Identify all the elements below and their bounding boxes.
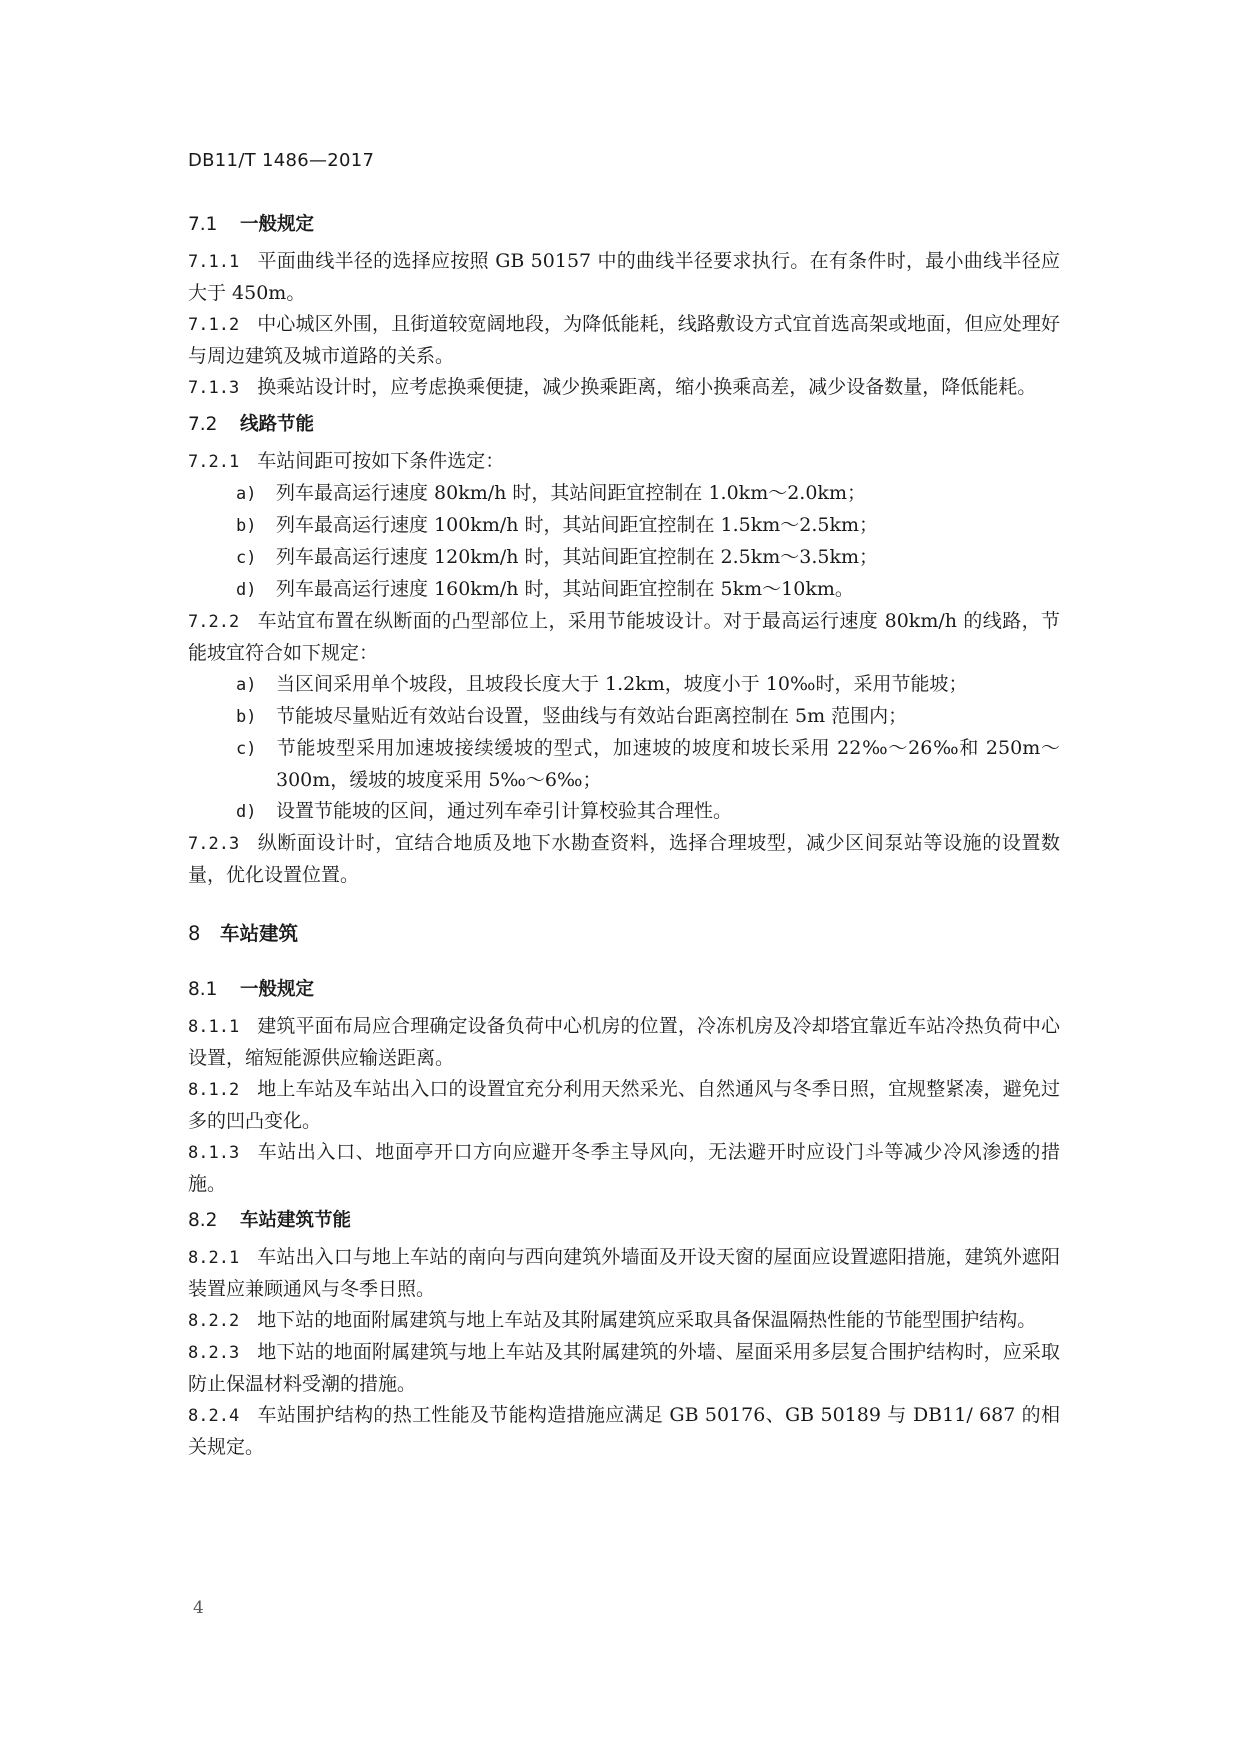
section-number: 8.1 xyxy=(188,979,218,1000)
list-item: c) 列车最高运行速度 120km/h 时，其站间距宜控制在 2.5km～3.5km； xyxy=(236,546,879,568)
section-title: 车站建筑节能 xyxy=(240,1210,352,1231)
clause-7-1-2: 7.1.2 中心城区外围，且街道较宽阔地段，为降低能耗，线路敷设方式宜首选高架或地面，但应处理好与周边建筑及城市道路的关系。 xyxy=(188,313,1060,367)
clause-7-1-3: 7.1.3 换乘站设计时，应考虑换乘便捷，减少换乘距离，缩小换乘高差，减少设备数量，降低能耗。 xyxy=(188,376,1037,398)
section-heading-7-2 xyxy=(188,410,1060,440)
list-item: b) 列车最高运行速度 100km/h 时，其站间距宜控制在 1.5km～2.5km； xyxy=(236,514,879,536)
list-item: d) 设置节能坡的区间，通过列车牵引计算校验其合理性。 xyxy=(236,800,733,822)
list-item: a) 列车最高运行速度 80km/h 时，其站间距宜控制在 1.0km～2.0km； xyxy=(236,482,866,504)
clause-8-1-2: 8.1.2 地上车站及车站出入口的设置宜充分利用天然采光、自然通风与冬季日照，宜规整紧凑，避免过多的凹凸变化。 xyxy=(188,1078,1060,1132)
section-number: 7.1 xyxy=(188,214,218,235)
section-title: 线路节能 xyxy=(240,414,315,435)
clause-7-2-1: 7.2.1 车站间距可按如下条件选定： xyxy=(188,450,505,472)
clause-8-1-1: 8.1.1 建筑平面布局应合理确定设备负荷中心机房的位置，冷冻机房及冷却塔宜靠近车站冷热负荷中心设置，缩短能源供应输送距离。 xyxy=(188,1015,1060,1069)
section-title: 一般规定 xyxy=(240,214,315,235)
document-body xyxy=(188,210,1060,1463)
clause-8-2-1: 8.2.1 车站出入口与地上车站的南向与西向建筑外墙面及开设天窗的屋面应设置遮阳措施，建筑外遮阳装置应兼顾通风与冬季日照。 xyxy=(188,1246,1060,1300)
section-number: 7.2 xyxy=(188,414,218,435)
clause-7-2-2: 7.2.2 车站宜布置在纵断面的凸型部位上，采用节能坡设计。对于最高运行速度 80km/h 的线路，节能坡宜符合如下规定： xyxy=(188,610,1060,664)
chapter-heading-8 xyxy=(188,919,1060,949)
list-item: c) 节能坡型采用加速坡接续缓坡的型式，加速坡的坡度和坡长采用 22‰～26‰和 250m～300m，缓坡的坡度采用 5‰～6‰； xyxy=(236,737,1060,791)
clause-7-1-1: 7.1.1 平面曲线半径的选择应按照 GB 50157 中的曲线半径要求执行。在有条件时，最小曲线半径应大于 450m。 xyxy=(188,250,1060,304)
clause-8-2-4: 8.2.4 车站围护结构的热工性能及节能构造措施应满足 GB 50176、GB 50189 与 DB11/ 687 的相关规定。 xyxy=(188,1404,1060,1458)
list-item: a) 当区间采用单个坡段，且坡段长度大于 1.2km，坡度小于 10‰时，采用节能坡； xyxy=(236,673,968,695)
chapter-number: 8 xyxy=(188,922,201,945)
clause-8-1-3: 8.1.3 车站出入口、地面亭开口方向应避开冬季主导风向，无法避开时应设门斗等减少冷风渗透的措施。 xyxy=(188,1141,1060,1195)
section-heading-7-1 xyxy=(188,210,1060,240)
section-number: 8.2 xyxy=(188,1210,218,1231)
page-number: 4 xyxy=(193,1598,204,1618)
section-heading-8-1 xyxy=(188,975,1060,1005)
list-item: b) 节能坡尽量贴近有效站台设置，竖曲线与有效站台距离控制在 5m 范围内； xyxy=(236,705,908,727)
clause-8-2-2: 8.2.2 地下站的地面附属建筑与地上车站及其附属建筑应采取具备保温隔热性能的节能型围护结构。 xyxy=(188,1309,1037,1331)
section-heading-8-2 xyxy=(188,1206,1060,1236)
section-title: 一般规定 xyxy=(240,979,315,1000)
chapter-title: 车站建筑 xyxy=(220,922,299,945)
list-item: d) 列车最高运行速度 160km/h 时，其站间距宜控制在 5km～10km。 xyxy=(236,578,854,600)
clause-8-2-3: 8.2.3 地下站的地面附属建筑与地上车站及其附属建筑的外墙、屋面采用多层复合围护结构时，应采取防止保温材料受潮的措施。 xyxy=(188,1341,1060,1395)
clause-7-2-3: 7.2.3 纵断面设计时，宜结合地质及地下水勘查资料，选择合理坡型，减少区间泵站等设施的设置数量，优化设置位置。 xyxy=(188,832,1060,886)
document-header: DB11/T 1486—2017 xyxy=(188,150,375,171)
